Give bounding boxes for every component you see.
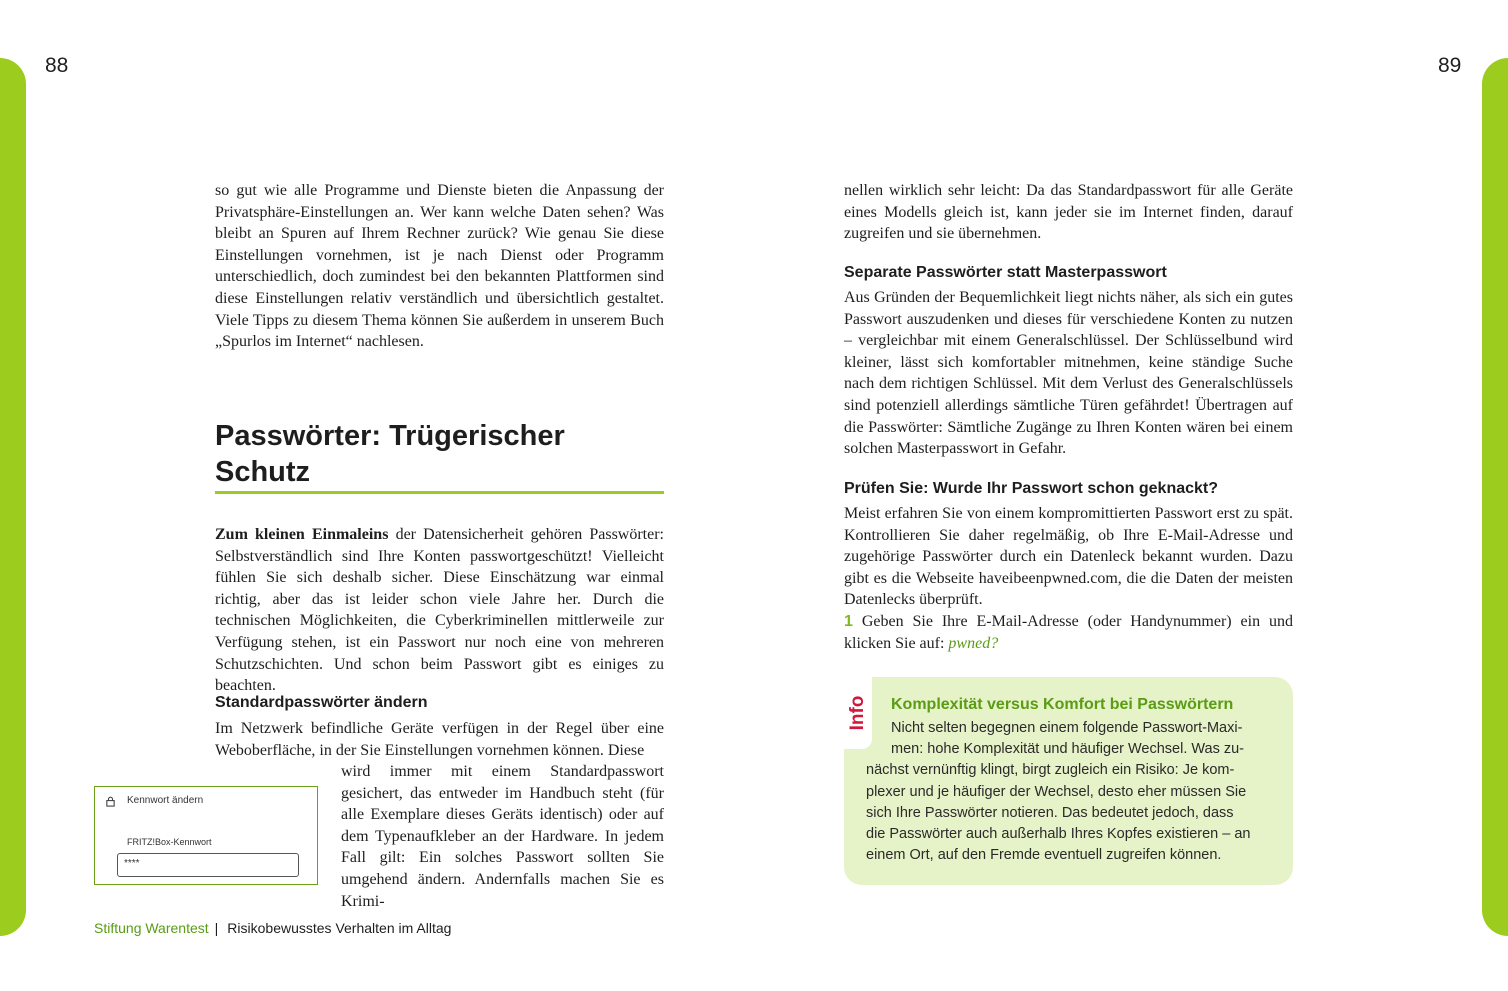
info-line: plexer und je häufiger der Wechsel, desto eher müssen Sie: [866, 783, 1247, 800]
screenshot-title: Kennwort ändern: [127, 795, 204, 806]
right-edge-tab: [1482, 58, 1508, 936]
para-3-block: [844, 503, 1293, 654]
info-box: [844, 677, 1293, 885]
info-label-text: Info: [847, 695, 868, 731]
subhead-separate-passwoerter: Separate Passwörter statt Masterpasswort: [844, 264, 1167, 281]
right-continued-block: [844, 180, 1293, 245]
lead-paragraph: [215, 524, 664, 697]
password-field: ****: [117, 853, 299, 877]
pwned-link[interactable]: pwned?: [948, 634, 999, 652]
password-field-label: FRITZ!Box-Kennwort: [127, 837, 212, 847]
info-heading: Komplexität versus Komfort bei Passwörtern: [891, 696, 1234, 713]
info-lines-block: [866, 739, 1286, 867]
lead-bold: Zum kleinen Einmaleins: [215, 526, 389, 543]
para-1-full: Im Netzwerk befindliche Geräte verfügen in der Regel über eine Weboberfläche, in der Sie Einstellungen vornehmen können. Diese: [215, 720, 664, 759]
subhead-2-block: [844, 263, 1293, 283]
lock-icon: [105, 796, 116, 807]
para-1-narrow-block: [341, 761, 664, 912]
info-line: Nicht selten begegnen einem folgende Passwort-Maxi-: [891, 720, 1243, 736]
info-line: die Passwörter auch außerhalb Ihres Kopfes existieren – an: [866, 826, 1251, 843]
password-change-screenshot: [94, 786, 318, 885]
para-1-narrow: wird immer mit einem Standardpasswort gesichert, das entweder im Handbuch steht (für alle Exemplare dieses Geräts identisch) oder auf dem Typenaufkleber an der Hardware. In jedem Fall gilt: Ein solches Passwort sollten Sie umgehend ändern. Andernfalls machen Sie es Krimi-: [341, 763, 664, 910]
info-line: sich Ihre Passwörter notieren. Das bedeutet jedoch, dass: [866, 804, 1234, 821]
lead-rest: der Datensicherheit gehören Passwörter: Selbstverständlich sind Ihre Konten passwortgeschützt! Vielleicht fühlen Sie sich deshalb sicher. Diese Einschätzung war einmal richtig, aber das ist leider schon viele Jahre her. Durch die technischen Möglichkeiten, die Cyberkriminellen mittlerweile zur Verfügung stehen, ist ein Passwort nur noch eine von mehreren Schutzschichten. Und schon beim Passwort gibt es einiges zu beachten.: [215, 526, 665, 695]
para-3: Meist erfahren Sie von einem kompromittierten Passwort erst zu spät. Kontrollieren Sie daher regelmäßig, ob Ihre E-Mail-Adresse und zugehörige Passwörter durch ein Datenleck bekannt wurden. Dazu gibt es die Webseite haveibeenpwned.com, die die Daten der meisten Datenlecks überprüft.: [844, 505, 1293, 609]
footer-chapter: Risikobewusstes Verhalten im Alltag: [227, 920, 452, 936]
chapter-heading-block: [215, 418, 664, 494]
info-line: einem Ort, auf den Fremde eventuell zugreifen können.: [866, 847, 1222, 864]
para-2-block: [844, 287, 1293, 460]
page-number-left: 88: [45, 54, 69, 77]
subhead-3-block: [844, 479, 1293, 499]
info-line: nächst vernünftig klingt, birgt zugleich ein Risiko: Je kom-: [866, 762, 1235, 779]
info-line: men: hohe Komplexität und häufiger Wechsel. Was zu-: [891, 741, 1245, 757]
chapter-title: Passwörter: Trügerischer Schutz: [215, 420, 565, 488]
para-1-full-block: [215, 718, 664, 761]
footer-brand: Stiftung Warentest: [94, 920, 209, 936]
footer-separator: |: [214, 920, 219, 936]
continued-paragraph: nellen wirklich sehr leicht: Da das Standardpasswort für alle Geräte eines Modells gleich ist, kann jeder sie im Internet finden, darauf zugreifen und sie übernehmen.: [844, 182, 1293, 243]
subhead-pruefen: Prüfen Sie: Wurde Ihr Passwort schon geknackt?: [844, 480, 1219, 497]
intro-paragraph: so gut wie alle Programme und Dienste bieten die Anpassung der Privatsphäre-Einstellungen an. Wer kann welche Daten sehen? Was bleibt an Spuren auf Ihrem Rechner zurück? Wie genau Sie diese Einstellungen vornehmen, ist je nach Dienst oder Programm unterschiedlich, doch zumindest bei den bekannten Plattformen sind diese Einstellungen relativ verständlich und übersichtlich gestaltet. Viele Tipps zu diesem Thema können Sie außerdem in unserem Buch „Spurlos im Internet“ nachlesen.: [215, 182, 664, 351]
page-footer: [94, 920, 451, 936]
page-number-right: 89: [1438, 54, 1462, 77]
step-number: 1: [844, 612, 853, 630]
para-2: Aus Gründen der Bequemlichkeit liegt nichts näher, als sich ein gutes Passwort auszudenken und dieses für verschiedene Konten zu nutzen – vergleichbar mit einem Generalschlüssel. Der Schlüsselbund wird kleiner, lässt sich komfortabler mitnehmen, keine ständige Suche nach dem richtigen Schlüssel. Mit dem Verlust des Generalschlüssels sind potenziell allerdings sämtliche Türen gefährdet! Übertragen auf die Passwörter: Sämtliche Zugänge zu Ihren Konten wären bei einem solchen Masterpasswort in Gefahr.: [844, 289, 1293, 458]
subhead-standardpasswoerter: Standardpasswörter ändern: [215, 694, 428, 711]
subhead-1-block: [215, 693, 664, 713]
left-intro-block: [215, 180, 664, 353]
step-1: [844, 611, 1293, 654]
step-text: Geben Sie Ihre E-Mail-Adresse (oder Handynummer) ein und klicken Sie auf:: [844, 612, 1293, 652]
info-line-0-block: [891, 718, 1281, 739]
lead-paragraph-block: [215, 524, 664, 697]
left-edge-tab: [0, 58, 26, 936]
title-underline: [215, 491, 664, 494]
